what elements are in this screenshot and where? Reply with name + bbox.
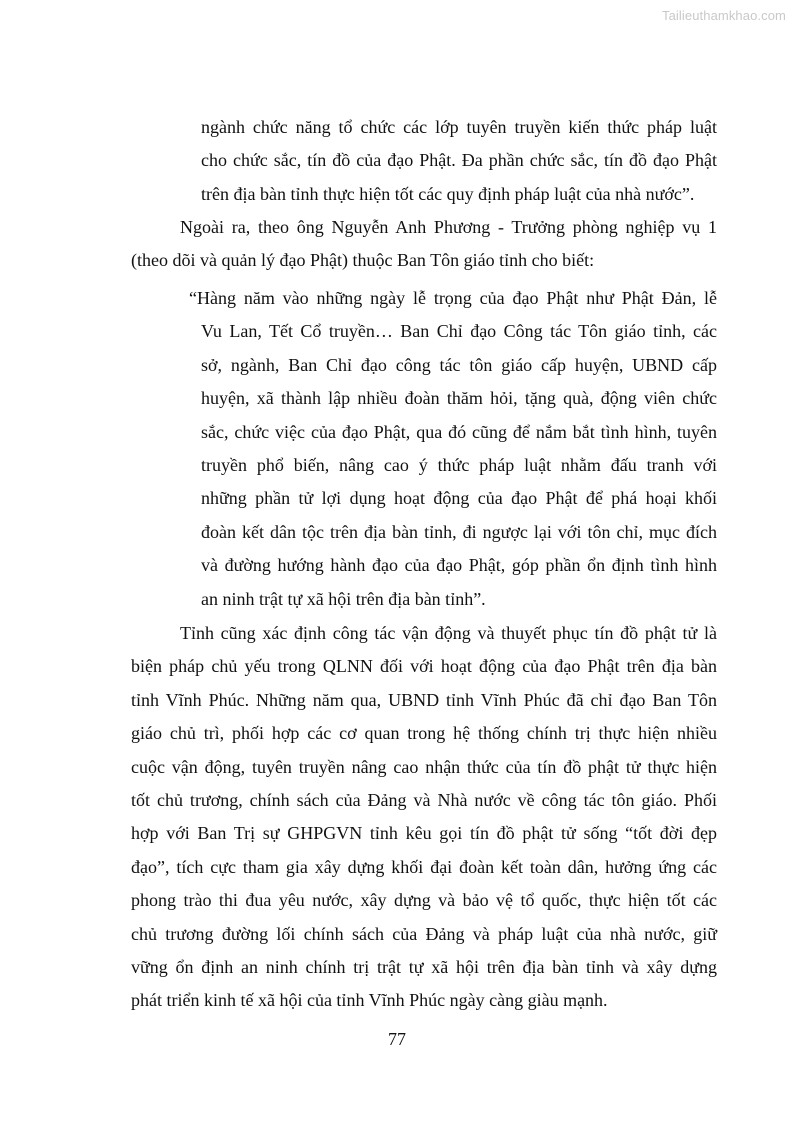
watermark-text: Tailieuthamkhao.com <box>661 8 786 23</box>
text-line: đoàn kết dân tộc trên địa bàn tỉnh, đi ngược lại với tôn chỉ, mục đích <box>201 521 717 542</box>
text-line: cuộc vận động, tuyên truyền nâng cao nhận thức của tín đồ phật tử thực hiện <box>131 756 717 777</box>
text-line: vững ổn định an ninh chính trị trật tự xã hội trên địa bàn tỉnh và xây dựng <box>131 957 717 978</box>
text-line: đạo”, tích cực tham gia xây dựng khối đại đoàn kết toàn dân, hưởng ứng các <box>131 856 717 877</box>
text-line: cho chức sắc, tín đồ của đạo Phật. Đa phần chức sắc, tín đồ đạo Phật <box>201 150 717 171</box>
text-line: (theo dõi và quản lý đạo Phật) thuộc Ban Tôn giáo tỉnh cho biết: <box>131 250 595 271</box>
text-line: tốt chủ trương, chính sách của Đảng và Nhà nước về công tác tôn giáo. Phối <box>131 790 717 811</box>
quote-top-block <box>201 111 717 211</box>
text-line: Vu Lan, Tết Cổ truyền… Ban Chỉ đạo Công tác Tôn giáo tỉnh, các <box>201 321 717 342</box>
text-line: hợp với Ban Trị sự GHPGVN tỉnh kêu gọi tín đồ phật tử sống “tốt đời đẹp <box>131 823 717 844</box>
text-line: Tỉnh cũng xác định công tác vận động và thuyết phục tín đồ phật tử là <box>180 623 717 643</box>
text-line: huyện, xã thành lập nhiều đoàn thăm hỏi, tặng quà, động viên chức <box>201 388 717 409</box>
text-line: giáo chủ trì, phối hợp các cơ quan trong hệ thống chính trị thực hiện nhiều <box>131 723 717 744</box>
intro-paragraph <box>131 211 717 278</box>
text-line: Ngoài ra, theo ông Nguyễn Anh Phương - Trưởng phòng nghiệp vụ 1 <box>180 217 717 237</box>
text-line: an ninh trật tự xã hội trên địa bàn tỉnh”. <box>201 588 486 609</box>
quote-continuation <box>131 111 717 211</box>
text-line: sở, ngành, Ban Chỉ đạo công tác tôn giáo cấp huyện, UBND cấp <box>201 354 717 375</box>
text-line: sắc, chức việc của đạo Phật, qua đó cũng để nắm bắt tình hình, tuyên <box>201 421 717 442</box>
text-line: những phần tử lợi dụng hoạt động của đạo Phật để phá hoại khối <box>201 488 717 509</box>
text-line: phát triển kinh tế xã hội của tỉnh Vĩnh Phúc ngày càng giàu mạnh. <box>131 990 608 1011</box>
block-quote <box>131 282 717 616</box>
text-line: và đường hướng hành đạo của đạo Phật, góp phần ổn định tình hình <box>201 555 717 576</box>
text-line: “Hàng năm vào những ngày lễ trọng của đạo Phật như Phật Đản, lễ <box>189 288 717 308</box>
page-number: 77 <box>388 1029 406 1049</box>
text-line: tỉnh Vĩnh Phúc. Những năm qua, UBND tỉnh Vĩnh Phúc đã chỉ đạo Ban Tôn <box>131 689 717 710</box>
body-paragraph <box>131 617 717 1018</box>
quote-main-block <box>189 282 717 616</box>
text-line: chủ trương đường lối chính sách của Đảng và pháp luật của nhà nước, giữ <box>131 923 717 944</box>
text-line: biện pháp chủ yếu trong QLNN đối với hoạt động của đạo Phật trên địa bàn <box>131 656 717 677</box>
text-line: phong trào thi đua yêu nước, xây dựng và bảo vệ tổ quốc, thực hiện tốt các <box>131 890 717 911</box>
text-line: truyền phổ biến, nâng cao ý thức pháp luật nhằm đấu tranh với <box>201 455 717 476</box>
text-line: trên địa bàn tỉnh thực hiện tốt các quy định pháp luật của nhà nước”. <box>201 183 695 204</box>
text-line: ngành chức năng tổ chức các lớp tuyên truyền kiến thức pháp luật <box>201 117 717 137</box>
